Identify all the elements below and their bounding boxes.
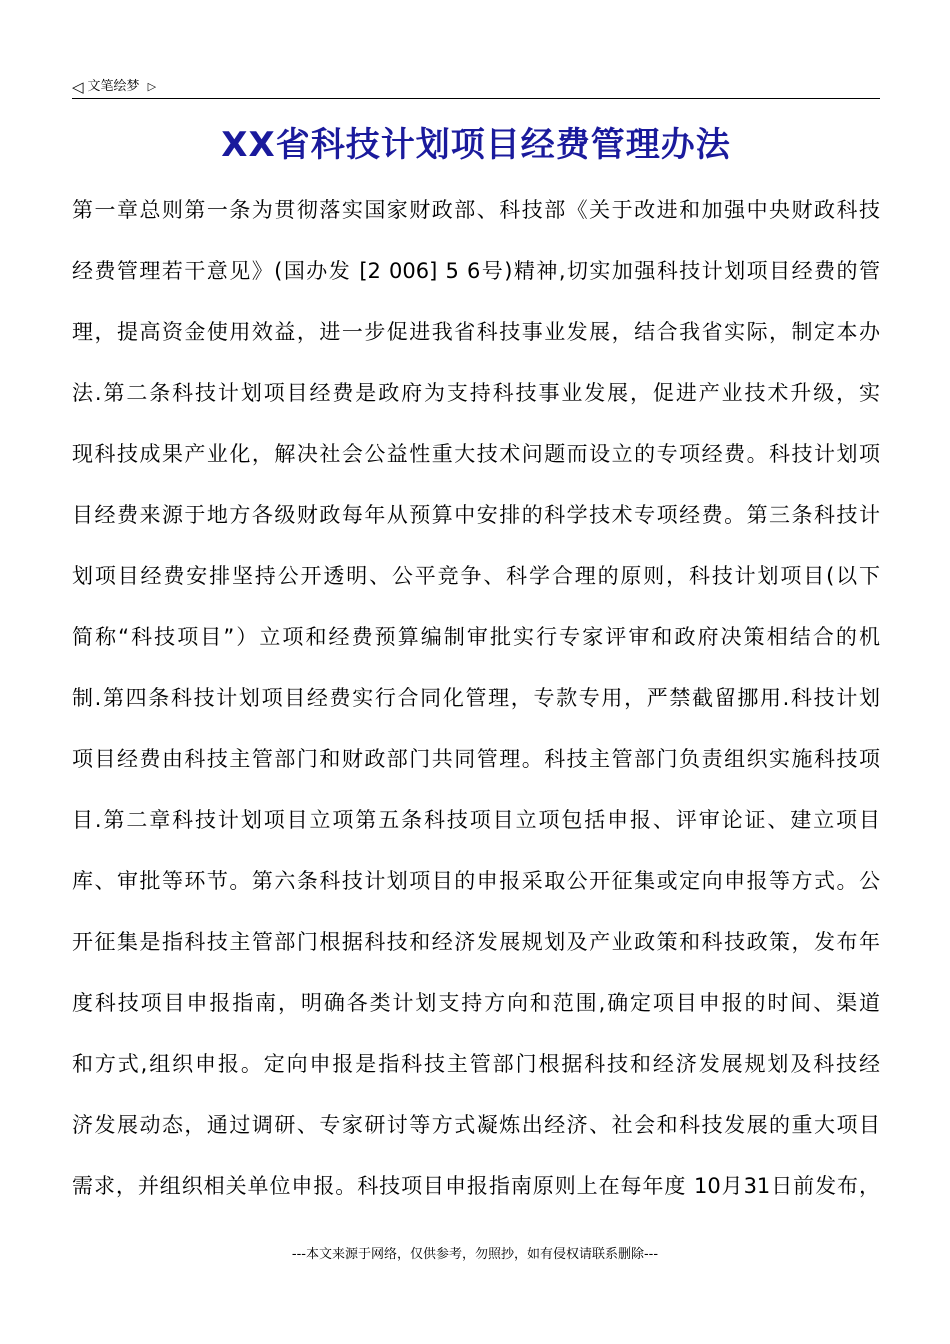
body-line: 济发展动态，通过调研、专家研讨等方式凝炼出经济、社会和科技发展的重大项目 xyxy=(72,1113,880,1137)
body-line: 理，提高资金使用效益，进一步促进我省科技事业发展，结合我省实际，制定本办 xyxy=(72,320,880,344)
document-title: XX省科技计划项目经费管理办法 xyxy=(221,125,731,165)
body-line: 库、审批等环节。第六条科技计划项目的申报采取公开征集或定向申报等方式。公 xyxy=(72,869,880,893)
document-header xyxy=(72,76,156,98)
body-line: 开征集是指科技主管部门根据科技和经济发展规划及产业政策和科技政策，发布年 xyxy=(72,930,880,954)
right-triangle-icon: ▷ xyxy=(147,80,157,93)
header-label: 文笔绘梦 xyxy=(87,79,140,94)
body-line: 度科技项目申报指南，明确各类计划支持方向和范围,确定项目申报的时间、渠道 xyxy=(72,991,880,1015)
body-line: 划项目经费安排坚持公开透明、公平竞争、科学合理的原则，科技计划项目(以下 xyxy=(72,564,880,588)
body-line: 目经费来源于地方各级财政每年从预算中安排的科学技术专项经费。第三条科技计 xyxy=(72,503,880,527)
body-line: 制.第四条科技计划项目经费实行合同化管理，专款专用，严禁截留挪用.科技计划 xyxy=(72,686,880,710)
body-line: 需求，并组织相关单位申报。科技项目申报指南原则上在每年度 10月31日前发布， xyxy=(72,1174,880,1198)
header-divider xyxy=(72,98,880,99)
body-line: 简称“科技项目”）立项和经费预算编制审批实行专家评审和政府决策相结合的机 xyxy=(72,625,880,649)
body-line: 经费管理若干意见》(国办发 [2 006] 5 6号)精神,切实加强科技计划项目经费的管 xyxy=(72,259,880,283)
body-line: 第一章总则第一条为贯彻落实国家财政部、科技部《关于改进和加强中央财政科技 xyxy=(72,198,880,222)
body-line: 和方式,组织申报。定向申报是指科技主管部门根据科技和经济发展规划及科技经 xyxy=(72,1052,880,1076)
body-line: 法.第二条科技计划项目经费是政府为支持科技事业发展，促进产业技术升级，实 xyxy=(72,381,880,405)
body-line: 目.第二章科技计划项目立项第五条科技项目立项包括申报、评审论证、建立项目 xyxy=(72,808,880,832)
body-line: 项目经费由科技主管部门和财政部门共同管理。科技主管部门负责组织实施科技项 xyxy=(72,747,880,771)
document-footer: ---本文来源于网络，仅供参考，勿照抄，如有侵权请联系删除--- xyxy=(291,1247,659,1262)
left-triangle-icon: ◁ xyxy=(72,78,84,96)
body-line: 现科技成果产业化，解决社会公益性重大技术问题而设立的专项经费。科技计划项 xyxy=(72,442,880,466)
document-body xyxy=(72,180,880,1217)
